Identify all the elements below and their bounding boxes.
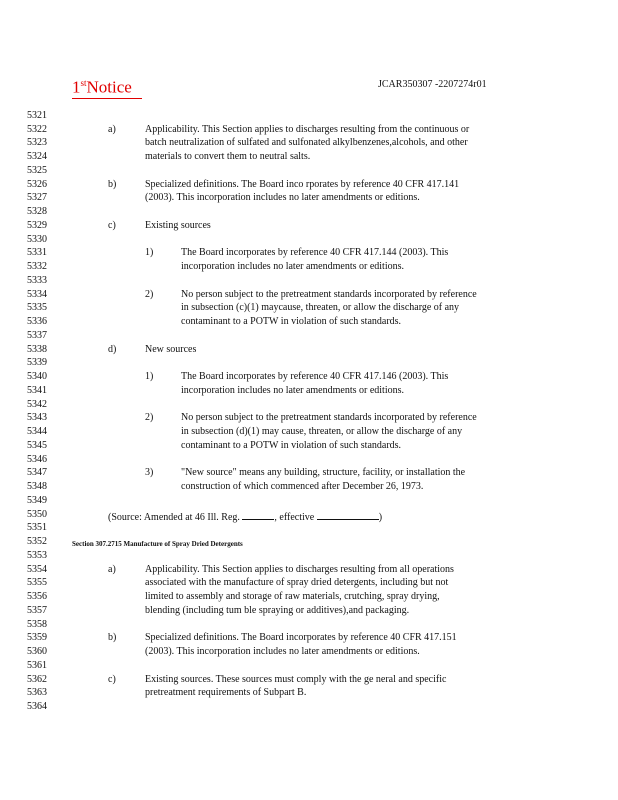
- line-number: 5349: [27, 495, 47, 506]
- line-number: 5351: [27, 522, 47, 533]
- line-number: 5343: [27, 412, 47, 423]
- paragraph-line: materials to convert them to neutral salts.: [145, 151, 311, 162]
- paragraph-line: Applicability. This Section applies to discharges resulting from the continuous or: [145, 124, 470, 135]
- line-number: 5356: [27, 591, 47, 602]
- line-number: 5347: [27, 467, 47, 478]
- line-number: 5358: [27, 619, 47, 630]
- section-heading: Section 307.2715 Manufacture of Spray Dried Detergents: [72, 540, 243, 548]
- subitem-label: 1): [145, 371, 154, 382]
- line-number: 5332: [27, 261, 47, 272]
- line-number: 5329: [27, 220, 47, 231]
- line-number: 5359: [27, 632, 47, 643]
- line-number: 5363: [27, 687, 47, 698]
- paragraph-line: associated with the manufacture of spray dried detergents, including but not: [145, 577, 449, 588]
- line-number: 5352: [27, 536, 47, 547]
- line-number: 5339: [27, 357, 47, 368]
- line-number: 5334: [27, 289, 47, 300]
- paragraph-line: contaminant to a POTW in violation of such standards.: [181, 316, 402, 327]
- line-number: 5337: [27, 330, 47, 341]
- paragraph-line: The Board incorporates by reference 40 CFR 417.146 (2003). This: [181, 371, 449, 382]
- paragraph-line: No person subject to the pretreatment standards incorporated by reference: [181, 412, 477, 423]
- paragraph-line: Existing sources: [145, 220, 211, 231]
- item-label: a): [108, 124, 116, 135]
- line-number: 5331: [27, 247, 47, 258]
- line-number: 5344: [27, 426, 47, 437]
- line-number: 5326: [27, 179, 47, 190]
- paragraph-line: in subsection (c)(1) maycause, threaten, or allow the discharge of any: [181, 302, 460, 313]
- paragraph-line: Existing sources. These sources must comply with the ge neral and specific: [145, 674, 447, 685]
- paragraph-line: batch neutralization of sulfated and sulfonated alkylbenzenes,alcohols, and other: [145, 137, 468, 148]
- subitem-label: 3): [145, 467, 154, 478]
- line-number: 5341: [27, 385, 47, 396]
- paragraph-line: The Board incorporates by reference 40 CFR 417.144 (2003). This: [181, 247, 449, 258]
- line-number: 5322: [27, 124, 47, 135]
- paragraph-line: (2003). This incorporation includes no later amendments or editions.: [145, 646, 420, 657]
- line-number: 5327: [27, 192, 47, 203]
- paragraph-line: in subsection (d)(1) may cause, threaten, or allow the discharge of any: [181, 426, 463, 437]
- notice-header: 1stNotice: [72, 73, 142, 99]
- line-number: 5361: [27, 660, 47, 671]
- line-number: 5335: [27, 302, 47, 313]
- line-number: 5330: [27, 234, 47, 245]
- paragraph-line: Specialized definitions. The Board incorporates by reference 40 CFR 417.151: [145, 632, 457, 643]
- line-number: 5325: [27, 165, 47, 176]
- line-number: 5355: [27, 577, 47, 588]
- line-number: 5324: [27, 151, 47, 162]
- paragraph-line: pretreatment requirements of Subpart B.: [145, 687, 307, 698]
- line-number: 5342: [27, 399, 47, 410]
- paragraph-line: incorporation includes no later amendments or editions.: [181, 385, 404, 396]
- line-number: 5338: [27, 344, 47, 355]
- line-number: 5333: [27, 275, 47, 286]
- paragraph-line: contaminant to a POTW in violation of such standards.: [181, 440, 402, 451]
- subitem-label: 2): [145, 412, 154, 423]
- item-label: c): [108, 674, 116, 685]
- source-note: (Source: Amended at 46 Ill. Reg. , effective ): [108, 509, 382, 524]
- blank-line: [242, 509, 274, 520]
- paragraph-line: Applicability. This Section applies to discharges resulting from all operations: [145, 564, 454, 575]
- paragraph-line: No person subject to the pretreatment standards incorporated by reference: [181, 289, 477, 300]
- paragraph-line: blending (including tum ble spraying or additives),and packaging.: [145, 605, 410, 616]
- line-number: 5360: [27, 646, 47, 657]
- item-label: b): [108, 632, 117, 643]
- paragraph-line: construction of which commenced after December 26, 1973.: [181, 481, 424, 492]
- line-number: 5354: [27, 564, 47, 575]
- line-number: 5357: [27, 605, 47, 616]
- paragraph-line: Specialized definitions. The Board inco rporates by reference 40 CFR 417.141: [145, 179, 460, 190]
- item-label: a): [108, 564, 116, 575]
- line-number: 5340: [27, 371, 47, 382]
- item-label: c): [108, 220, 116, 231]
- line-number: 5345: [27, 440, 47, 451]
- item-label: b): [108, 179, 117, 190]
- paragraph-line: New sources: [145, 344, 197, 355]
- blank-line: [317, 509, 379, 520]
- line-number: 5346: [27, 454, 47, 465]
- paragraph-line: incorporation includes no later amendments or editions.: [181, 261, 404, 272]
- line-number: 5323: [27, 137, 47, 148]
- paragraph-line: limited to assembly and storage of raw materials, crutching, spray drying,: [145, 591, 440, 602]
- paragraph-line: "New source" means any building, structure, facility, or installation the: [181, 467, 466, 478]
- line-number: 5321: [27, 110, 47, 121]
- line-number: 5336: [27, 316, 47, 327]
- line-number: 5350: [27, 509, 47, 520]
- line-number: 5348: [27, 481, 47, 492]
- paragraph-line: (2003). This incorporation includes no later amendments or editions.: [145, 192, 420, 203]
- subitem-label: 1): [145, 247, 154, 258]
- line-number: 5364: [27, 701, 47, 712]
- item-label: d): [108, 344, 117, 355]
- line-number: 5328: [27, 206, 47, 217]
- document-id: JCAR350307 -2207274r01: [378, 79, 487, 90]
- line-number: 5353: [27, 550, 47, 561]
- line-number: 5362: [27, 674, 47, 685]
- subitem-label: 2): [145, 289, 154, 300]
